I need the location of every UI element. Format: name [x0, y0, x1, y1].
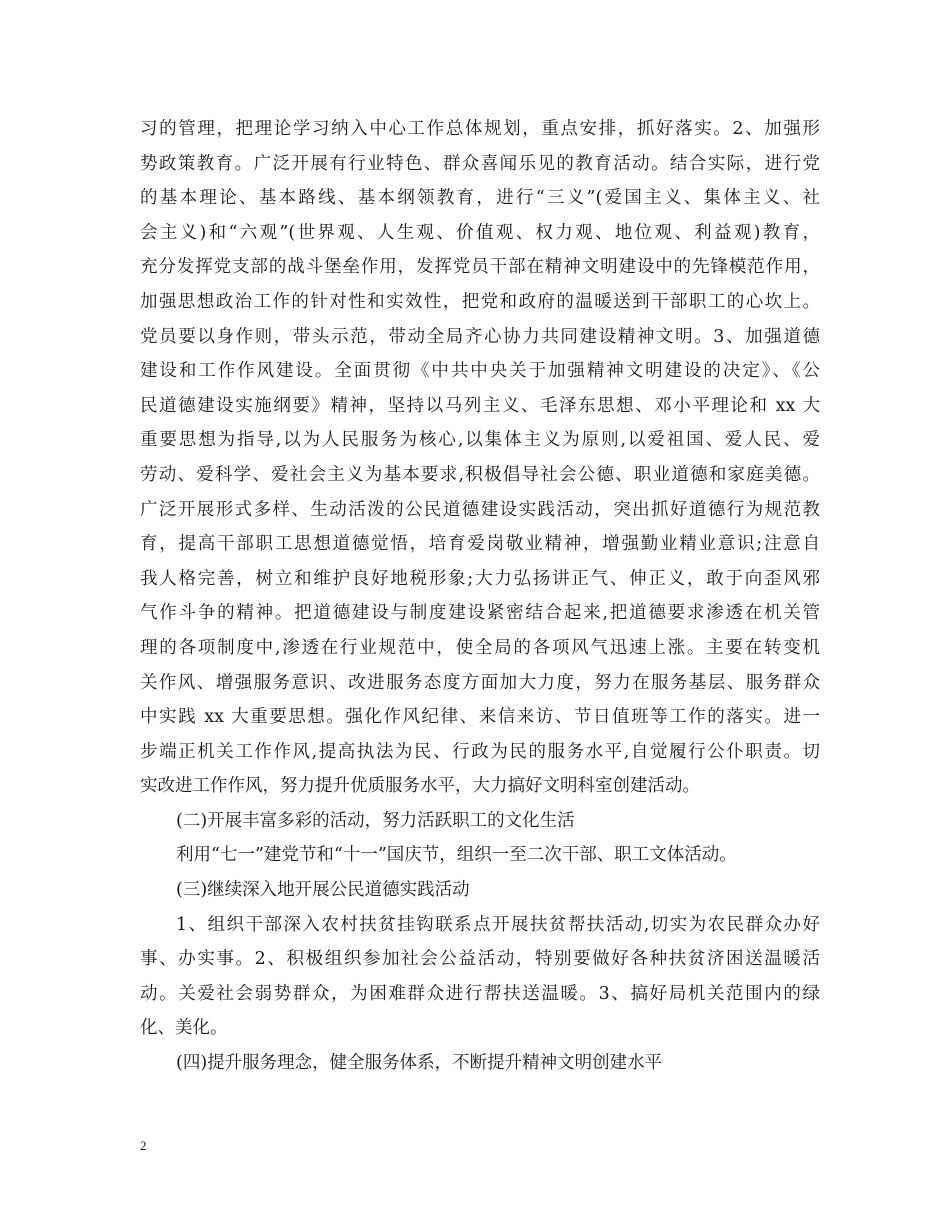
text-line: 习的管理，把理论学习纳入中心工作总体规划，重点安排，抓好落实。2、加强形	[140, 119, 820, 139]
text-line: 化、美化。	[140, 1018, 228, 1039]
text-line: 建设和工作作风建设。全面贯彻《中共中央关于加强精神文明建设的决定》、《公	[140, 361, 820, 382]
text-line: 广泛开展形式多样、生动活泼的公民道德建设实践活动，突出抓好道德行为规范教	[140, 499, 820, 520]
page-number: 2	[140, 1138, 147, 1153]
document-body	[140, 112, 820, 1081]
text-line: 实改进工作作风，努力提升优质服务水平，大力搞好文明科室创建活动。	[140, 776, 700, 797]
text-line: 劳动、爱科学、爱社会主义为基本要求,积极倡导社会公德、职业道德和家庭美德。	[140, 464, 820, 485]
text-line: 利用“七一”建党节和“十一”国庆节，组织一至二次干部、职工文体活动。	[176, 845, 737, 866]
text-line: 气作斗争的精神。把道德建设与制度建设紧密结合起来,把道德要求渗透在机关管	[140, 603, 820, 624]
text-line: 动。关爱社会弱势群众，为困难群众进行帮扶送温暖。3、搞好局机关范围内的绿	[140, 983, 820, 1004]
text-line: 育，提高干部职工思想道德觉悟，培育爱岗敬业精神，增强勤业精业意识;注意自	[140, 534, 820, 555]
text-line: 党员要以身作则，带头示范，带动全局齐心协力共同建设精神文明。3、加强道德	[140, 326, 820, 347]
text-line: 1、组织干部深入农村扶贫挂钩联系点开展扶贫帮扶活动,切实为农民群众办好	[176, 914, 820, 935]
text-line: (四)提升服务理念，健全服务体系，不断提升精神文明创建水平	[176, 1053, 663, 1074]
text-line: 中实践 xx 大重要思想。强化作风纪律、来信来访、节日值班等工作的落实。进一	[140, 707, 820, 728]
text-line: 理的各项制度中,渗透在行业规范中，使全局的各项风气迅速上涨。主要在转变机	[140, 637, 820, 658]
text-line: 充分发挥党支部的战斗堡垒作用，发挥党员干部在精神文明建设中的先锋模范作用，	[140, 257, 820, 278]
text-line: 重要思想为指导,以为人民服务为核心,以集体主义为原则,以爱祖国、爱人民、爱	[140, 430, 820, 451]
text-line: 的基本理论、基本路线、基本纲领教育，进行“三义”(爱国主义、集体主义、社	[140, 188, 820, 209]
text-line: 关作风、增强服务意识、改进服务态度方面加大力度，努力在服务基层、服务群众	[140, 672, 820, 693]
text-line: 会主义)和“六观”(世界观、人生观、价值观、权力观、地位观、利益观)教育，	[140, 222, 820, 243]
text-line: 加强思想政治工作的针对性和实效性，把党和政府的温暖送到干部职工的心坎上。	[140, 291, 820, 312]
text-line: (三)继续深入地开展公民道德实践活动	[176, 880, 470, 901]
text-line: 我人格完善，树立和维护良好地税形象;大力弘扬讲正气、伸正义，敢于向歪风邪	[140, 568, 820, 589]
text-line: 民道德建设实施纲要》精神，坚持以马列主义、毛泽东思想、邓小平理论和 xx 大	[140, 395, 820, 416]
text-line: 势政策教育。广泛开展有行业特色、群众喜闻乐见的教育活动。结合实际，进行党	[140, 153, 820, 174]
text-line: (二)开展丰富多彩的活动，努力活跃职工的文化生活	[176, 810, 575, 831]
text-line: 事、办实事。2、积极组织参加社会公益活动，特别要做好各种扶贫济困送温暖活	[140, 949, 820, 970]
text-line: 步端正机关工作作风,提高执法为民、行政为民的服务水平,自觉履行公仆职责。切	[140, 741, 820, 762]
